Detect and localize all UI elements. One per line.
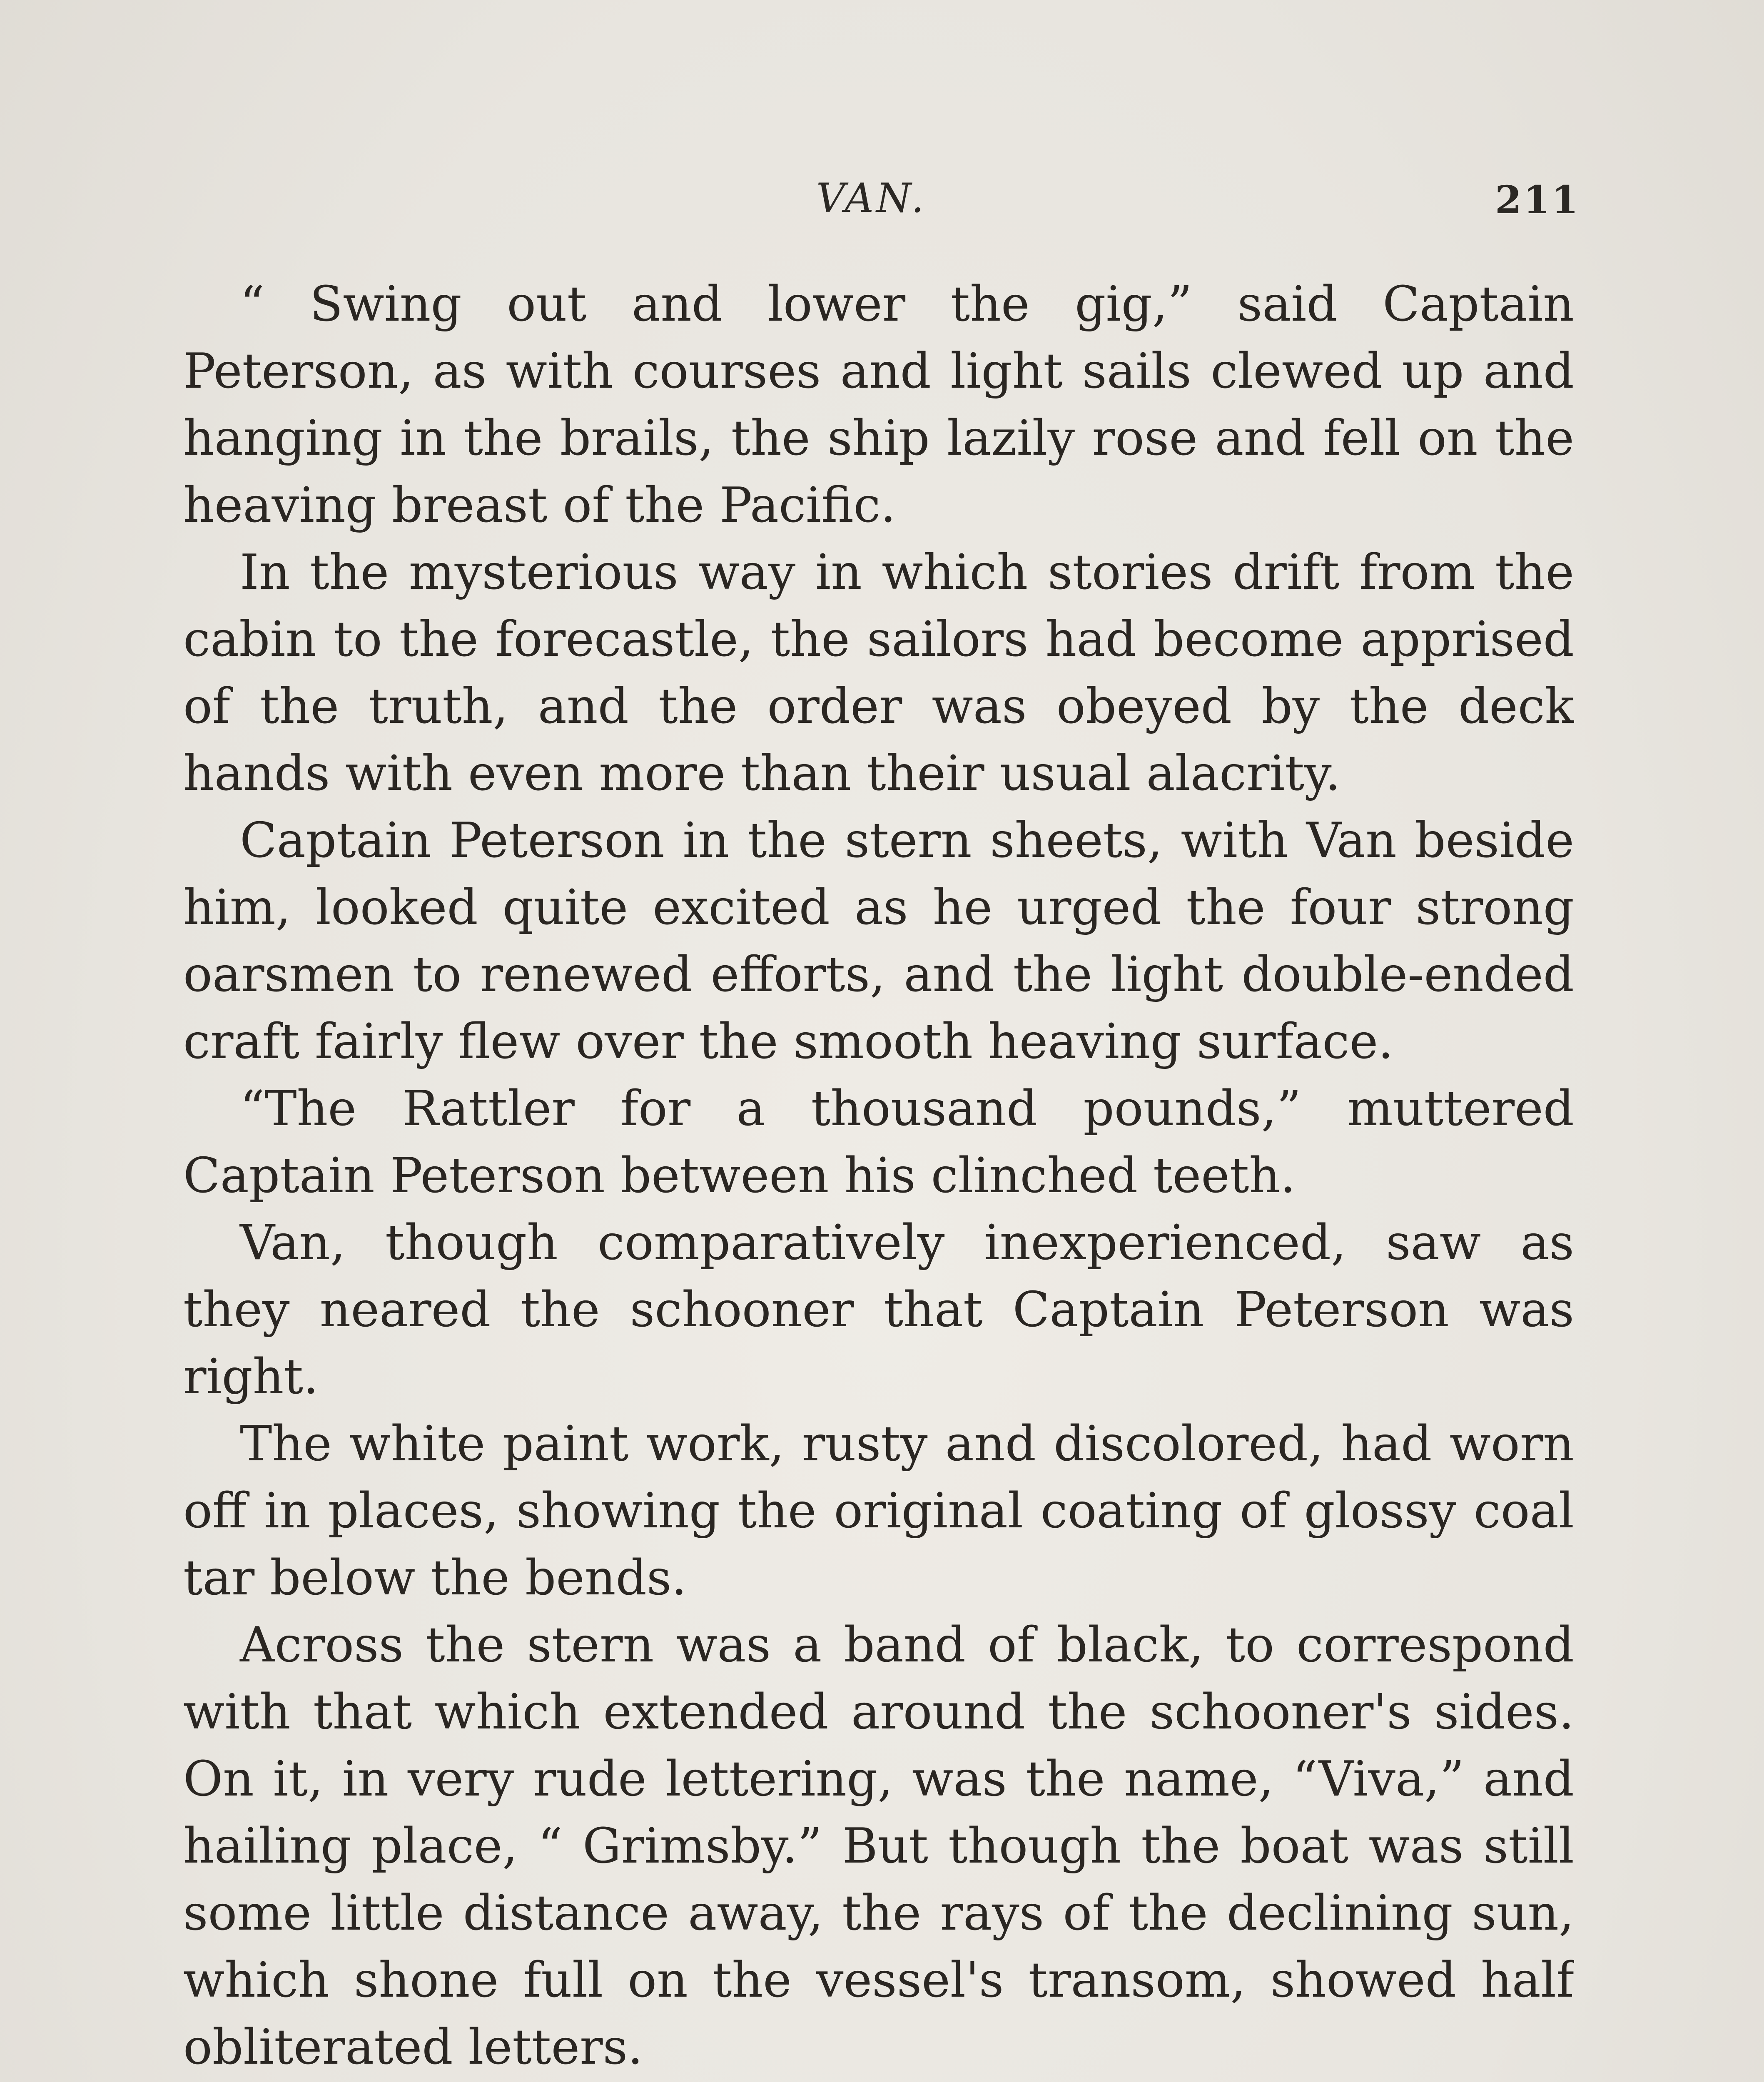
- paragraph: Van, though comparatively inexperienced, saw as they neared the schooner that Captain Peterson was right.: [183, 1215, 1574, 1405]
- paragraph: “The Rattler for a thousand pounds,” muttered Captain Peterson between his clinched teeth.: [183, 1081, 1574, 1204]
- paragraph: Captain Peterson in the stern sheets, with Van beside him, looked quite excited as he urged the four strong oarsmen to renewed efforts, and the light double-ended craft fairly flew over the smooth heaving surface.: [183, 812, 1574, 1070]
- paragraph: In the mysterious way in which stories drift from the cabin to the forecastle, the sailors had become apprised of the truth, and the order was obeyed by the deck hands with even more than their usual alacrity.: [183, 544, 1574, 802]
- paragraph: The white paint work, rusty and discolored, had worn off in places, showing the original coating of glossy coal tar below the bends.: [183, 1416, 1574, 1606]
- running-head: [0, 175, 1764, 225]
- running-title: VAN.: [816, 175, 927, 222]
- page-number: 211: [1495, 177, 1580, 222]
- paragraph: “ Swing out and lower the gig,” said Captain Peterson, as with courses and light sails clewed up and hanging in the brails, the ship lazily rose and fell on the heaving breast of the Pacific.: [183, 276, 1574, 533]
- body-text: [183, 271, 1574, 2082]
- paragraph: Across the stern was a band of black, to correspond with that which extended around the schooner's sides. On it, in very rude lettering, was the name, “Viva,” and hailing place, “ Grimsby.” But though the boat was still some little distance away, the rays of the declining sun, which shone full on the vessel's transom, showed half obliterated letters.: [183, 1617, 1574, 2075]
